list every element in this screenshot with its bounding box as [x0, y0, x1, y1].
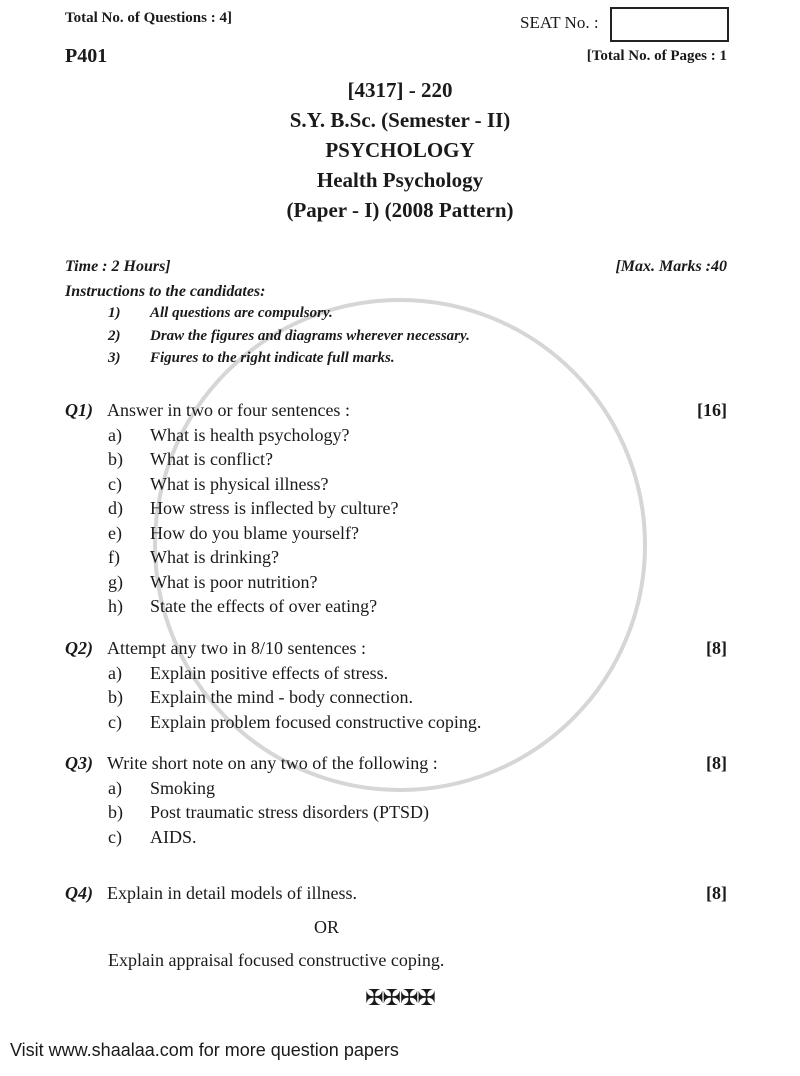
subject: PSYCHOLOGY [325, 138, 475, 162]
footer-link-text[interactable]: Visit www.shaalaa.com for more question papers [10, 1040, 399, 1060]
sub-question-text: What is physical illness? [150, 473, 329, 494]
exam-code: [4317] - 220 [347, 78, 453, 102]
sub-question-text: State the effects of over eating? [150, 596, 378, 616]
question-marks: [8] [706, 638, 727, 658]
sub-question-text: What is health psychology? [150, 424, 350, 445]
question-marks: [8] [706, 753, 727, 773]
question-number: Q1) [65, 400, 93, 420]
max-marks: [Max. Marks :40 [615, 258, 727, 275]
question-number: Q4) [65, 883, 93, 903]
question-text: Explain in detail models of illness. [107, 883, 357, 903]
sub-question-text: How stress is inflected by culture? [150, 498, 399, 518]
sub-question-label: e) [108, 522, 122, 543]
question-number: Q2) [65, 638, 93, 658]
sub-question-text: Explain the mind - body connection. [150, 687, 413, 707]
instruction-text: Figures to the right indicate full marks. [150, 350, 395, 366]
sub-question-label: c) [108, 826, 122, 847]
sub-question-text: What is poor nutrition? [150, 571, 318, 592]
sub-question-text: How do you blame yourself? [150, 522, 359, 543]
question-marks: [8] [706, 883, 727, 903]
sub-question-label: f) [108, 547, 120, 567]
question-text: Answer in two or four sentences : [107, 400, 350, 420]
sub-question-label: c) [108, 711, 122, 732]
paper-pattern: (Paper - I) (2008 Pattern) [286, 198, 514, 222]
instruction-number: 2) [108, 327, 121, 344]
or-label: OR [314, 917, 340, 937]
sub-question-label: b) [108, 449, 123, 469]
total-questions: Total No. of Questions : 4] [65, 10, 232, 26]
instruction-text: Draw the figures and diagrams wherever necessary. [150, 327, 470, 344]
alternate-question: Explain appraisal focused constructive coping. [108, 950, 445, 970]
seat-number-box [610, 7, 729, 42]
end-mark: ✠✠✠✠ [365, 985, 435, 1010]
sub-question-label: b) [108, 802, 123, 822]
sub-question-text: What is conflict? [150, 449, 273, 469]
instruction-text: All questions are compulsory. [150, 305, 333, 321]
instruction-number: 3) [108, 350, 121, 366]
question-marks: [16] [697, 400, 727, 420]
sub-question-label: a) [108, 777, 122, 798]
paper-name: Health Psychology [316, 168, 484, 192]
sub-question-text: Smoking [150, 777, 216, 798]
sub-question-text: AIDS. [150, 826, 197, 847]
question-text: Attempt any two in 8/10 sentences : [107, 638, 366, 658]
sub-question-text: What is drinking? [150, 547, 279, 567]
seat-label: SEAT No. : [520, 13, 599, 32]
sub-question-label: c) [108, 473, 122, 494]
sub-question-text: Explain positive effects of stress. [150, 662, 389, 683]
sub-question-label: b) [108, 687, 123, 707]
course: S.Y. B.Sc. (Semester - II) [289, 108, 511, 132]
sub-question-label: a) [108, 424, 122, 445]
sub-question-label: h) [108, 596, 123, 616]
question-number: Q3) [65, 753, 93, 773]
sub-question-label: d) [108, 498, 123, 518]
sub-question-label: g) [108, 571, 123, 592]
total-pages: [Total No. of Pages : 1 [586, 48, 727, 64]
time: Time : 2 Hours] [65, 258, 171, 275]
question-text: Write short note on any two of the following : [107, 753, 438, 773]
sub-question-label: a) [108, 662, 122, 683]
instruction-number: 1) [108, 305, 121, 321]
instructions-heading: Instructions to the candidates: [65, 283, 266, 300]
sub-question-text: Explain problem focused constructive coping. [150, 711, 482, 732]
paper-code: P401 [65, 45, 108, 67]
sub-question-text: Post traumatic stress disorders (PTSD) [150, 802, 429, 822]
